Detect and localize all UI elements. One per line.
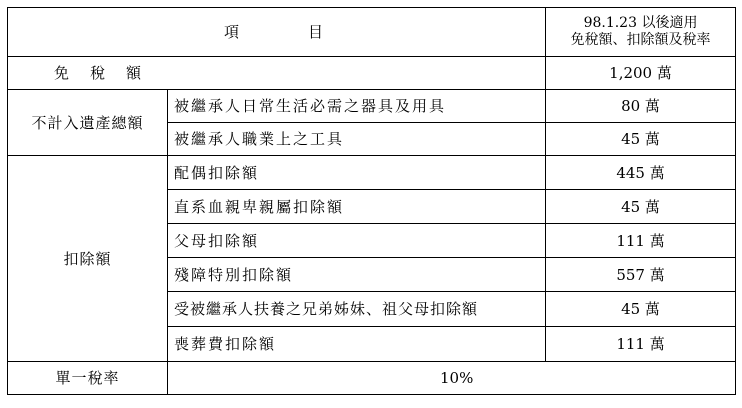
exemption-label-cell: [8, 57, 546, 90]
non-estate-item-2: 被繼承人職業上之工具: [168, 123, 546, 156]
header-amount-line1: 98.1.23 以後適用: [583, 15, 698, 31]
non-estate-value-1: 80 萬: [546, 90, 736, 123]
deduction-item-4: 殘障特別扣除額: [168, 258, 546, 292]
header-amount-line2: 免稅額、扣除額及稅率: [570, 32, 711, 48]
deduction-value-4: 557 萬: [546, 258, 736, 292]
exemption-value: 1,200 萬: [546, 57, 736, 90]
header-item-label: 項 目: [224, 23, 330, 41]
header-amount-column: [546, 8, 736, 57]
deduction-value-5: 45 萬: [546, 292, 736, 327]
tax-rate-label: 單一稅率: [8, 362, 168, 395]
deduction-value-2: 45 萬: [546, 190, 736, 224]
tax-rate-value: 10%: [168, 362, 736, 395]
estate-tax-table: [7, 7, 736, 395]
deduction-item-5: 受被繼承人扶養之兄弟姊妹、祖父母扣除額: [168, 292, 546, 327]
deduction-value-6: 111 萬: [546, 327, 736, 362]
exemption-row: [8, 57, 736, 90]
deduction-row-1: [8, 156, 736, 190]
non-estate-label: 不計入遺產總額: [8, 90, 168, 156]
header-row: [8, 8, 736, 57]
deduction-item-1: 配偶扣除額: [168, 156, 546, 190]
deductions-label: 扣除額: [8, 156, 168, 362]
deduction-value-3: 111 萬: [546, 224, 736, 258]
deduction-value-1: 445 萬: [546, 156, 736, 190]
header-item-column: [8, 8, 546, 57]
deduction-item-3: 父母扣除額: [168, 224, 546, 258]
deduction-item-2: 直系血親卑親屬扣除額: [168, 190, 546, 224]
deduction-item-6: 喪葬費扣除額: [168, 327, 546, 362]
exemption-label: 免 稅 額: [54, 64, 145, 82]
non-estate-row-1: [8, 90, 736, 123]
tax-rate-row: [8, 362, 736, 395]
non-estate-item-1: 被繼承人日常生活必需之器具及用具: [168, 90, 546, 123]
non-estate-value-2: 45 萬: [546, 123, 736, 156]
